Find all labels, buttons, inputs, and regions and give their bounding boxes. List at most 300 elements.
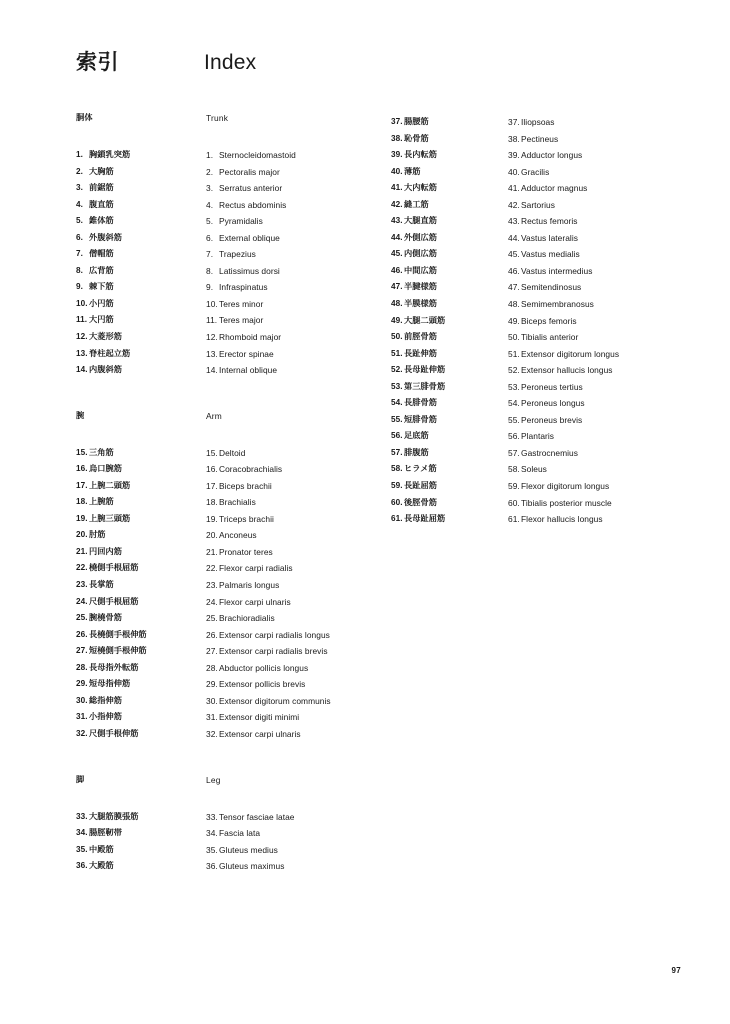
entry-label: 上腕筋 [89, 497, 114, 507]
entry-number: 56. [508, 431, 520, 442]
index-entry [391, 213, 508, 230]
index-entry [508, 131, 696, 148]
list-arm-japanese [76, 445, 206, 743]
entry-label: Peroneus brevis [521, 414, 583, 425]
entry-number: 1. [76, 150, 83, 159]
entry-number: 45. [508, 249, 520, 260]
entry-number: 27. [76, 646, 88, 656]
index-entry [76, 445, 206, 462]
index-entry [391, 379, 508, 396]
index-entry [206, 577, 391, 594]
entry-label: Extensor digiti minimi [219, 712, 300, 723]
entry-label: Vastus intermedius [521, 265, 593, 276]
entry-number: 8. [76, 265, 83, 275]
index-entry [508, 246, 696, 263]
index-entry [206, 213, 391, 230]
index-entry [206, 610, 391, 627]
index-entry [206, 197, 391, 214]
entry-label: 長趾伸筋 [404, 348, 437, 358]
spacer [206, 786, 391, 809]
entry-number: 28. [76, 662, 88, 672]
index-entry [76, 709, 206, 726]
entry-label: 中殿筋 [89, 844, 114, 854]
entry-label: Latissimus dorsi [219, 265, 280, 276]
entry-label: Triceps brachii [219, 513, 274, 524]
entry-label: 短腓骨筋 [404, 414, 437, 424]
entry-number: 39. [508, 150, 520, 161]
entry-label: 大腿二頭筋 [404, 315, 446, 325]
entry-label: Sternocleidomastoid [219, 150, 296, 160]
index-entry [391, 279, 508, 296]
spacer [76, 124, 206, 147]
index-entry [391, 263, 508, 280]
entry-number: 18. [206, 497, 218, 508]
entry-label: Flexor carpi radialis [219, 563, 293, 574]
entry-number: 23. [76, 580, 88, 590]
index-entry [76, 594, 206, 611]
index-entry [76, 197, 206, 214]
entry-number: 41. [391, 183, 403, 193]
entry-number: 19. [206, 513, 218, 524]
column-english-left [206, 114, 391, 875]
entry-label: 広背筋 [89, 265, 114, 275]
entry-label: 第三腓骨筋 [404, 381, 446, 391]
entry-number: 58. [508, 464, 520, 475]
entry-label: Pyramidalis [219, 216, 263, 227]
index-entry [391, 329, 508, 346]
index-entry [508, 346, 696, 363]
entry-number: 6. [76, 232, 83, 242]
entry-number: 60. [508, 497, 520, 508]
index-entry [206, 676, 391, 693]
index-entry [206, 279, 391, 296]
index-entry [206, 643, 391, 660]
entry-label: Fascia lata [219, 828, 261, 839]
entry-number: 49. [391, 315, 403, 325]
entry-number: 11. [76, 315, 88, 325]
entry-number: 45. [391, 249, 403, 259]
entry-label: Teres major [219, 315, 264, 326]
index-entry [206, 346, 391, 363]
index-entry [391, 246, 508, 263]
list-trunk-english [206, 147, 391, 379]
entry-number: 11. [206, 315, 218, 326]
entry-number: 16. [76, 464, 88, 474]
entry-number: 24. [206, 596, 218, 607]
entry-number: 29. [76, 679, 88, 689]
entry-label: Teres minor [219, 298, 264, 309]
index-entry [206, 511, 391, 528]
entry-number: 46. [391, 265, 403, 275]
entry-number: 25. [206, 613, 218, 624]
entry-label: 小円筋 [89, 298, 114, 308]
entry-number: 21. [206, 546, 218, 557]
index-entry [76, 362, 206, 379]
entry-number: 54. [508, 398, 520, 409]
entry-label: 前鋸筋 [89, 183, 114, 193]
entry-label: 外腹斜筋 [89, 232, 122, 242]
entry-number: 61. [391, 514, 403, 524]
entry-label: 小指伸筋 [89, 712, 122, 722]
index-entry [508, 445, 696, 462]
entry-number: 43. [508, 216, 520, 227]
entry-label: 長母趾屈筋 [404, 514, 446, 524]
entry-number: 10. [206, 298, 218, 309]
entry-label: Tibialis posterior muscle [521, 497, 612, 508]
column-japanese-left [76, 114, 206, 875]
entry-label: Infraspinatus [219, 282, 268, 293]
entry-number: 22. [206, 563, 218, 574]
index-entry [206, 478, 391, 495]
entry-label: 上腕二頭筋 [89, 480, 131, 490]
entry-number: 59. [508, 481, 520, 492]
index-entry [508, 197, 696, 214]
entry-number: 50. [508, 332, 520, 343]
index-entry [508, 213, 696, 230]
list-leg-continued-japanese [391, 114, 508, 528]
entry-number: 48. [391, 299, 403, 309]
entry-label: 棘下筋 [89, 282, 114, 292]
entry-label: 腓腹筋 [404, 447, 429, 457]
entry-label: 大腿筋膜張筋 [89, 811, 139, 821]
entry-number: 18. [76, 497, 88, 507]
entry-number: 61. [508, 514, 520, 525]
index-entry [206, 809, 391, 826]
section-heading-trunk-english: Trunk [206, 113, 229, 123]
entry-number: 51. [508, 348, 520, 359]
entry-number: 24. [76, 596, 88, 606]
entry-label: 僧帽筋 [89, 249, 114, 259]
entry-number: 29. [206, 679, 218, 690]
index-entry [206, 164, 391, 181]
entry-label: 足底筋 [404, 431, 429, 441]
index-entry [76, 643, 206, 660]
index-entry [508, 230, 696, 247]
entry-number: 31. [206, 712, 218, 723]
entry-label: Rectus femoris [521, 216, 578, 227]
index-entry [76, 511, 206, 528]
entry-number: 15. [206, 447, 218, 458]
entry-number: 13. [76, 348, 88, 358]
entry-number: 34. [206, 828, 218, 839]
entry-label: Biceps femoris [521, 315, 577, 326]
entry-label: Abductor pollicis longus [219, 662, 309, 673]
index-entry [76, 842, 206, 859]
entry-number: 37. [391, 117, 403, 126]
index-entry [508, 164, 696, 181]
entry-number: 52. [508, 365, 520, 376]
entry-number: 46. [508, 265, 520, 276]
entry-label: 腸腰筋 [404, 117, 429, 126]
entry-label: 胸鎖乳突筋 [89, 150, 131, 159]
entry-number: 44. [508, 232, 520, 243]
index-entry [508, 180, 696, 197]
entry-label: 長腓骨筋 [404, 398, 437, 408]
entry-label: Tibialis anterior [521, 332, 579, 343]
index-entry [76, 577, 206, 594]
entry-number: 34. [76, 828, 88, 838]
entry-number: 39. [391, 150, 403, 160]
index-entry [391, 362, 508, 379]
index-entry [391, 412, 508, 429]
entry-label: 上腕三頭筋 [89, 513, 131, 523]
entry-label: Gluteus medius [219, 844, 278, 855]
index-entry [76, 560, 206, 577]
entry-number: 26. [206, 629, 218, 640]
index-entry [206, 627, 391, 644]
entry-label: Rhomboid major [219, 332, 282, 343]
index-entry [206, 362, 391, 379]
entry-label: Semitendinosus [521, 282, 582, 293]
entry-number: 55. [508, 414, 520, 425]
index-entry [76, 825, 206, 842]
entry-label: Extensor carpi radialis brevis [219, 646, 328, 657]
entry-number: 40. [508, 166, 520, 177]
entry-number: 13. [206, 348, 218, 359]
entry-number: 28. [206, 662, 218, 673]
entry-label: 長掌筋 [89, 580, 114, 590]
index-entry [206, 246, 391, 263]
index-entry [76, 809, 206, 826]
entry-number: 23. [206, 580, 218, 591]
index-entry [206, 726, 391, 743]
entry-label: 腸脛靭帯 [89, 828, 122, 838]
index-entry [76, 660, 206, 677]
index-entry [391, 313, 508, 330]
entry-label: Extensor carpi ulnaris [219, 728, 301, 739]
entry-label: Pectoralis major [219, 166, 280, 177]
index-entry [508, 114, 696, 131]
entry-label: 三角筋 [89, 447, 114, 457]
entry-label: Serratus anterior [219, 183, 283, 194]
entry-label: 短母指伸筋 [89, 679, 131, 689]
index-entry [206, 263, 391, 280]
entry-label: 半膜様筋 [404, 299, 437, 309]
entry-number: 50. [391, 332, 403, 342]
entry-label: Peroneus tertius [521, 381, 583, 392]
spacer [206, 379, 391, 412]
entry-label: 大胸筋 [89, 166, 114, 176]
list-trunk-japanese [76, 147, 206, 379]
entry-number: 8. [206, 265, 214, 276]
index-entry [508, 428, 696, 445]
index-entry [206, 825, 391, 842]
index-entry [206, 842, 391, 859]
index-entry [391, 147, 508, 164]
entry-number: 38. [391, 133, 403, 143]
entry-label: 大殿筋 [89, 861, 114, 871]
entry-number: 33. [206, 811, 218, 822]
entry-label: 長橈側手根伸筋 [89, 629, 147, 639]
entry-label: 恥骨筋 [404, 133, 429, 143]
entry-number: 56. [391, 431, 403, 441]
entry-label: 長母指外転筋 [89, 662, 139, 672]
entry-number: 26. [76, 629, 88, 639]
entry-number: 21. [76, 546, 88, 556]
entry-label: Tensor fasciae latae [219, 811, 295, 822]
entry-label: 烏口腕筋 [89, 464, 122, 474]
entry-label: Rectus abdominis [219, 199, 287, 210]
entry-label: ヒラメ筋 [404, 464, 437, 474]
entry-label: 薄筋 [404, 166, 421, 176]
index-entry [391, 428, 508, 445]
index-entry [206, 312, 391, 329]
index-entry [508, 329, 696, 346]
section-heading-leg-english: Leg [206, 774, 221, 785]
entry-label: 中間広筋 [404, 265, 437, 275]
index-entry [206, 445, 391, 462]
index-entry [206, 494, 391, 511]
entry-label: 後脛骨筋 [404, 497, 437, 507]
entry-label: 大菱形筋 [89, 332, 122, 342]
entry-number: 27. [206, 646, 218, 657]
entry-label: Internal oblique [219, 365, 278, 376]
section-heading-arm-english: Arm [206, 410, 222, 421]
entry-number: 53. [508, 381, 520, 392]
entry-number: 5. [76, 216, 83, 226]
entry-number: 14. [76, 365, 88, 375]
index-entry [76, 346, 206, 363]
entry-number: 47. [391, 282, 403, 292]
page-number: 97 [671, 966, 681, 975]
entry-number: 2. [206, 166, 214, 177]
entry-label: Flexor hallucis longus [521, 514, 603, 525]
entry-label: 大内転筋 [404, 183, 437, 193]
index-entry [76, 147, 206, 164]
entry-label: 長趾屈筋 [404, 481, 437, 491]
entry-label: 肘筋 [89, 530, 106, 540]
entry-number: 9. [206, 282, 214, 293]
entry-label: 橈側手根屈筋 [89, 563, 139, 573]
entry-number: 51. [391, 348, 403, 358]
index-entry [206, 594, 391, 611]
entry-number: 10. [76, 298, 88, 308]
entry-label: 大腿直筋 [404, 216, 437, 226]
index-entry [76, 263, 206, 280]
index-entry [391, 296, 508, 313]
spacer [76, 786, 206, 809]
entry-number: 7. [76, 249, 83, 259]
index-entry [391, 395, 508, 412]
entry-label: Peroneus longus [521, 398, 585, 409]
index-entry [508, 279, 696, 296]
index-entry [76, 279, 206, 296]
entry-number: 16. [206, 464, 218, 475]
entry-number: 1. [206, 150, 214, 160]
entry-number: 47. [508, 282, 520, 293]
entry-number: 53. [391, 381, 403, 391]
entry-number: 9. [76, 282, 83, 292]
entry-label: Flexor carpi ulnaris [219, 596, 291, 607]
entry-label: Gluteus maximus [219, 861, 285, 872]
index-entry [206, 329, 391, 346]
index-entry [391, 131, 508, 148]
index-entry [206, 296, 391, 313]
entry-number: 60. [391, 497, 403, 507]
index-entry [76, 544, 206, 561]
index-entry [391, 164, 508, 181]
index-entry [76, 858, 206, 875]
entry-number: 25. [76, 613, 88, 623]
entry-label: Brachialis [219, 497, 256, 508]
entry-label: Deltoid [219, 447, 246, 458]
index-entry [508, 147, 696, 164]
entry-label: Soleus [521, 464, 547, 475]
index-entry [508, 461, 696, 478]
index-entry [206, 147, 391, 164]
entry-number: 57. [391, 447, 403, 457]
entry-label: Trapezius [219, 249, 256, 260]
entry-label: Extensor digitorum communis [219, 695, 331, 706]
entry-label: 内腹斜筋 [89, 365, 122, 375]
entry-label: 長内転筋 [404, 150, 437, 160]
index-entry [76, 329, 206, 346]
entry-number: 14. [206, 365, 218, 376]
entry-label: Pronator teres [219, 546, 273, 557]
index-entry [206, 693, 391, 710]
entry-number: 36. [76, 861, 88, 871]
index-entry [508, 511, 696, 528]
index-entry [206, 180, 391, 197]
page-title [76, 52, 256, 73]
index-entry [76, 610, 206, 627]
entry-label: 長母趾伸筋 [404, 365, 446, 375]
entry-label: 大円筋 [89, 315, 114, 325]
entry-number: 30. [76, 695, 88, 705]
entry-label: Palmaris longus [219, 580, 280, 591]
spacer [76, 379, 206, 412]
entry-number: 42. [391, 199, 403, 209]
entry-number: 35. [76, 844, 88, 854]
entry-label: Adductor magnus [521, 183, 588, 194]
index-entry [391, 445, 508, 462]
index-entry [391, 495, 508, 512]
index-columns [76, 114, 696, 875]
entry-label: 錐体筋 [89, 216, 114, 226]
spacer [76, 422, 206, 445]
column-english-right [508, 114, 696, 875]
entry-label: Coracobrachialis [219, 464, 283, 475]
index-entry [76, 180, 206, 197]
index-entry [76, 726, 206, 743]
entry-label: Vastus lateralis [521, 232, 578, 243]
entry-label: 円回内筋 [89, 546, 122, 556]
entry-label: Brachioradialis [219, 613, 275, 624]
index-entry [391, 461, 508, 478]
entry-number: 15. [76, 447, 88, 457]
section-heading-arm-japanese: 腕 [76, 410, 85, 420]
entry-number: 2. [76, 166, 83, 176]
index-entry [76, 296, 206, 313]
entry-number: 58. [391, 464, 403, 474]
section-heading-trunk-japanese: 胴体 [76, 113, 93, 122]
entry-label: Biceps brachii [219, 480, 272, 491]
entry-number: 38. [508, 133, 520, 144]
index-entry [76, 627, 206, 644]
index-entry [76, 676, 206, 693]
index-entry [206, 527, 391, 544]
index-entry [391, 197, 508, 214]
entry-label: Extensor hallucis longus [521, 365, 613, 376]
entry-number: 49. [508, 315, 520, 326]
entry-number: 12. [206, 332, 218, 343]
index-entry [206, 461, 391, 478]
index-entry [206, 544, 391, 561]
index-entry [391, 346, 508, 363]
index-entry [76, 478, 206, 495]
index-entry [76, 494, 206, 511]
entry-label: Semimembranosus [521, 299, 594, 310]
